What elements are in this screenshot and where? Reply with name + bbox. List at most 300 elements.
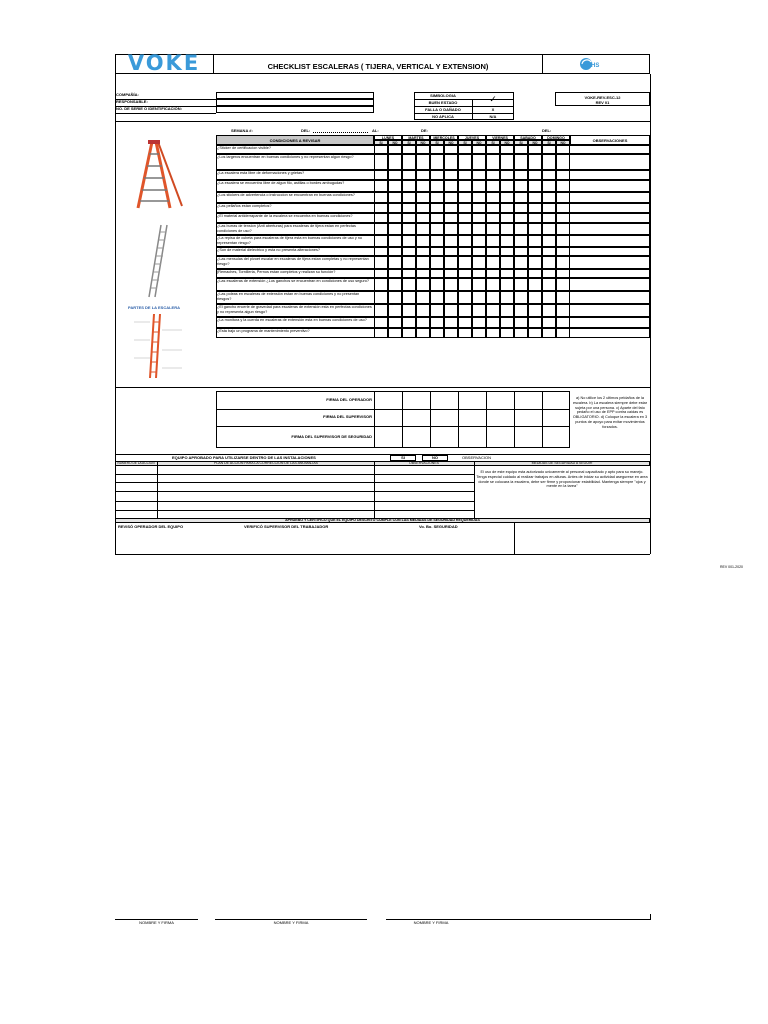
day-header-miercoles: MIERCOLES: [430, 135, 458, 140]
approval-label: EQUIPO APROBADO PARA UTILIZARSE DENTRO DE LAS INSTALACIONES: [172, 455, 316, 460]
check-cell[interactable]: [458, 145, 472, 154]
check-cell[interactable]: [556, 203, 570, 213]
check-cell[interactable]: [486, 235, 500, 247]
check-cell[interactable]: [430, 278, 444, 291]
check-cell[interactable]: [556, 192, 570, 203]
check-cell[interactable]: [430, 291, 444, 304]
check-cell[interactable]: [556, 213, 570, 223]
verified-label: VERIFICÓ SUPERVISOR DEL TRABAJADOR: [244, 524, 329, 529]
check-cell[interactable]: [444, 154, 458, 170]
check-cell[interactable]: [402, 235, 416, 247]
check-cell[interactable]: [430, 180, 444, 192]
check-cell[interactable]: [430, 223, 444, 235]
check-cell[interactable]: [458, 328, 472, 338]
check-cell[interactable]: [430, 304, 444, 317]
check-cell[interactable]: [542, 235, 556, 247]
check-cell[interactable]: [374, 278, 388, 291]
check-cell[interactable]: [472, 328, 486, 338]
check-cell[interactable]: [528, 291, 542, 304]
check-cell[interactable]: [402, 328, 416, 338]
condition-text: ¿El gancho encerle de gravedad para escaleras de extensión esta en perfectas condiciones y no representa algun riesgo?: [217, 305, 372, 314]
check-cell[interactable]: [388, 291, 402, 304]
check-cell[interactable]: [416, 180, 430, 192]
check-cell[interactable]: [388, 328, 402, 338]
check-cell[interactable]: [556, 235, 570, 247]
check-cell[interactable]: [472, 269, 486, 278]
check-cell[interactable]: [416, 170, 430, 180]
check-cell[interactable]: [388, 145, 402, 154]
check-cell[interactable]: [486, 247, 500, 256]
check-cell[interactable]: [514, 269, 528, 278]
check-cell[interactable]: [500, 278, 514, 291]
check-cell[interactable]: [430, 256, 444, 269]
check-cell[interactable]: [472, 180, 486, 192]
check-cell[interactable]: [500, 235, 514, 247]
check-cell[interactable]: [458, 304, 472, 317]
check-cell[interactable]: [528, 213, 542, 223]
check-cell[interactable]: [542, 247, 556, 256]
check-cell[interactable]: [430, 328, 444, 338]
check-cell[interactable]: [402, 317, 416, 328]
check-cell[interactable]: [486, 304, 500, 317]
check-cell[interactable]: [444, 304, 458, 317]
check-cell[interactable]: [472, 235, 486, 247]
check-cell[interactable]: [458, 192, 472, 203]
check-cell[interactable]: [528, 328, 542, 338]
ehs-logo: [578, 57, 604, 71]
check-cell[interactable]: [416, 256, 430, 269]
check-cell[interactable]: [458, 213, 472, 223]
check-cell[interactable]: [542, 154, 556, 170]
responsible-field[interactable]: [216, 99, 374, 106]
check-cell[interactable]: [444, 247, 458, 256]
check-cell[interactable]: [402, 269, 416, 278]
parts-diagram: [128, 305, 190, 381]
check-cell[interactable]: [416, 213, 430, 223]
check-cell[interactable]: [556, 170, 570, 180]
check-cell[interactable]: [388, 256, 402, 269]
check-cell[interactable]: [388, 154, 402, 170]
check-cell[interactable]: [416, 291, 430, 304]
reviewed-label: REVISÓ OPERADOR DEL EQUIPO: [118, 524, 184, 529]
check-cell[interactable]: [528, 203, 542, 213]
company-field[interactable]: [216, 92, 374, 99]
week-label: SEMANA #:: [231, 128, 253, 133]
check-cell[interactable]: [444, 223, 458, 235]
check-cell[interactable]: [388, 247, 402, 256]
check-cell[interactable]: [374, 170, 388, 180]
check-cell[interactable]: [402, 180, 416, 192]
check-cell[interactable]: [374, 203, 388, 213]
check-cell[interactable]: [472, 213, 486, 223]
check-cell[interactable]: [444, 291, 458, 304]
day-si-header: SI: [402, 140, 416, 145]
check-cell[interactable]: [514, 256, 528, 269]
check-cell[interactable]: [388, 203, 402, 213]
day-si-header: SI: [458, 140, 472, 145]
check-cell[interactable]: [374, 317, 388, 328]
check-cell[interactable]: [458, 223, 472, 235]
check-cell[interactable]: [444, 170, 458, 180]
check-cell[interactable]: [542, 170, 556, 180]
check-cell[interactable]: [528, 278, 542, 291]
check-cell[interactable]: [374, 291, 388, 304]
check-cell[interactable]: [416, 304, 430, 317]
check-cell[interactable]: [556, 317, 570, 328]
check-cell[interactable]: [514, 170, 528, 180]
check-cell[interactable]: [542, 278, 556, 291]
check-cell[interactable]: [374, 328, 388, 338]
check-cell[interactable]: [458, 269, 472, 278]
check-cell[interactable]: [444, 213, 458, 223]
col-safety-measures: MEDIDAS DE SEGURIDAD A SEGUIR: [531, 461, 593, 465]
check-cell[interactable]: [486, 180, 500, 192]
check-cell[interactable]: [430, 192, 444, 203]
check-cell[interactable]: [374, 192, 388, 203]
check-cell[interactable]: [416, 235, 430, 247]
legend-good: BUEN ESTADO: [428, 100, 458, 105]
supervisor-signature-label: FIRMA DEL SUPERVISOR: [323, 414, 372, 419]
condition-text: ¿Las mensulas del pivoet escalar en escaleras de tijera estan completas y no representan riesgo?: [217, 257, 369, 266]
week-al-label: AL:: [372, 128, 379, 133]
check-cell[interactable]: [514, 203, 528, 213]
check-cell[interactable]: [528, 154, 542, 170]
check-cell[interactable]: [528, 269, 542, 278]
observations-header-text: OBSERVACIONES: [592, 138, 628, 143]
check-cell[interactable]: [444, 235, 458, 247]
check-cell[interactable]: [542, 291, 556, 304]
check-cell[interactable]: [402, 203, 416, 213]
check-cell[interactable]: [472, 223, 486, 235]
check-cell[interactable]: [486, 145, 500, 154]
check-cell[interactable]: [388, 192, 402, 203]
check-cell[interactable]: [514, 154, 528, 170]
check-cell[interactable]: [514, 328, 528, 338]
check-cell[interactable]: [388, 180, 402, 192]
check-cell[interactable]: [430, 145, 444, 154]
company-label: COMPAÑÍA:: [116, 92, 139, 97]
day-no-header: NO: [388, 140, 402, 145]
check-cell[interactable]: [556, 223, 570, 235]
check-cell[interactable]: [542, 203, 556, 213]
check-cell[interactable]: [486, 213, 500, 223]
check-cell[interactable]: [556, 256, 570, 269]
check-cell[interactable]: [556, 180, 570, 192]
check-cell[interactable]: [528, 247, 542, 256]
check-cell[interactable]: [514, 145, 528, 154]
day-no-header: NO: [444, 140, 458, 145]
check-cell[interactable]: [388, 213, 402, 223]
check-cell[interactable]: [388, 170, 402, 180]
check-cell[interactable]: [514, 247, 528, 256]
check-cell[interactable]: [514, 192, 528, 203]
check-cell[interactable]: [430, 154, 444, 170]
check-cell[interactable]: [528, 317, 542, 328]
check-cell[interactable]: [374, 145, 388, 154]
check-cell[interactable]: [542, 223, 556, 235]
condition-text: ¿La escalera se encuentra libre de algun filo, astillas o bordes ambugudas?: [217, 181, 345, 185]
condition-text: ¿Las escaleras de extensión ¿Los ganchos se encuentran en condiciones de uso seguro?: [217, 279, 369, 283]
check-cell[interactable]: [500, 304, 514, 317]
check-cell[interactable]: [542, 213, 556, 223]
check-cell[interactable]: [402, 154, 416, 170]
check-cell[interactable]: [556, 269, 570, 278]
check-cell[interactable]: [416, 145, 430, 154]
check-cell[interactable]: [542, 192, 556, 203]
doc-rev: REV 01: [595, 100, 610, 105]
check-cell[interactable]: [528, 304, 542, 317]
check-cell[interactable]: [444, 203, 458, 213]
check-cell[interactable]: [430, 317, 444, 328]
check-cell[interactable]: [486, 317, 500, 328]
check-cell[interactable]: [444, 317, 458, 328]
check-cell[interactable]: [458, 154, 472, 170]
check-cell[interactable]: [542, 304, 556, 317]
check-cell[interactable]: [486, 192, 500, 203]
check-cell[interactable]: [542, 317, 556, 328]
check-cell[interactable]: [542, 256, 556, 269]
col-action-number: NUMERO DE LA ACCION: [117, 461, 155, 465]
day-header-martes: MARTES: [402, 135, 430, 140]
check-cell[interactable]: [514, 180, 528, 192]
legend-fail-symbol: X: [491, 107, 495, 112]
check-cell[interactable]: [486, 256, 500, 269]
check-cell[interactable]: [430, 235, 444, 247]
check-cell[interactable]: [542, 180, 556, 192]
check-cell[interactable]: [556, 145, 570, 154]
check-cell[interactable]: [472, 247, 486, 256]
condition-text: ¿Los largeros encuentran en buenas condiciones y no representan algun riesgo?: [217, 155, 354, 159]
check-cell[interactable]: [500, 170, 514, 180]
check-cell[interactable]: [374, 235, 388, 247]
check-cell[interactable]: [458, 291, 472, 304]
check-cell[interactable]: [458, 278, 472, 291]
check-cell[interactable]: [416, 247, 430, 256]
check-cell[interactable]: [402, 170, 416, 180]
day-no-header: NO: [528, 140, 542, 145]
check-cell[interactable]: [472, 192, 486, 203]
check-cell[interactable]: [528, 180, 542, 192]
check-cell[interactable]: [430, 269, 444, 278]
straight-ladder-image: [146, 224, 170, 298]
check-cell[interactable]: [500, 256, 514, 269]
check-cell[interactable]: [388, 269, 402, 278]
check-cell[interactable]: [416, 192, 430, 203]
check-cell[interactable]: [374, 213, 388, 223]
check-cell[interactable]: [556, 291, 570, 304]
check-cell[interactable]: [458, 247, 472, 256]
day-header-sabado: SABADO: [514, 135, 542, 140]
check-cell[interactable]: [500, 145, 514, 154]
condition-text: ¿Las poleas en escaleras de extensión estan en buenas condiciones y no presentan riesgos?: [217, 292, 360, 301]
check-cell[interactable]: [374, 247, 388, 256]
check-cell[interactable]: [542, 269, 556, 278]
check-cell[interactable]: [472, 170, 486, 180]
check-cell[interactable]: [416, 269, 430, 278]
check-cell[interactable]: [514, 304, 528, 317]
check-cell[interactable]: [402, 291, 416, 304]
check-cell[interactable]: [472, 256, 486, 269]
day-header-lunes: LUNES: [374, 135, 402, 140]
check-cell[interactable]: [500, 247, 514, 256]
legend-na-symbol: N/A: [489, 114, 497, 119]
check-cell[interactable]: [486, 328, 500, 338]
check-cell[interactable]: [458, 203, 472, 213]
day-si-header: SI: [486, 140, 500, 145]
safety-measures-text: El uso de este equipo esta autorizado unicamente al personal capacitado y apto para su manejo. Tenga especial cuidado al realizar trabajos en alturas. Antes de iniciar su actividad asegurese en area donde se colocara la escalera, debe ser firme y proporcionar estabilidad. Mantenga siempre "ojos y mente en la tarea": [476, 470, 648, 489]
day-si-header: SI: [430, 140, 444, 145]
check-cell[interactable]: [528, 145, 542, 154]
check-cell[interactable]: [388, 235, 402, 247]
check-cell[interactable]: [500, 328, 514, 338]
day-no-header: NO: [472, 140, 486, 145]
check-cell[interactable]: [472, 154, 486, 170]
check-cell[interactable]: [444, 192, 458, 203]
check-cell[interactable]: [528, 223, 542, 235]
check-cell[interactable]: [500, 269, 514, 278]
check-cell[interactable]: [416, 328, 430, 338]
check-cell[interactable]: [472, 304, 486, 317]
check-cell[interactable]: [374, 256, 388, 269]
check-cell[interactable]: [486, 203, 500, 213]
vobo-label: Vo. Bo. SEGURIDAD: [419, 524, 458, 529]
check-cell[interactable]: [402, 278, 416, 291]
check-cell[interactable]: [374, 154, 388, 170]
check-cell[interactable]: [514, 291, 528, 304]
check-cell[interactable]: [402, 192, 416, 203]
check-cell[interactable]: [444, 145, 458, 154]
check-cell[interactable]: [514, 278, 528, 291]
sign-line-1: NOMBRE Y FIRMA: [139, 920, 174, 925]
check-cell[interactable]: [500, 203, 514, 213]
sign-line-3: NOMBRE Y FIRMA: [413, 920, 449, 925]
check-cell[interactable]: [500, 291, 514, 304]
check-cell[interactable]: [472, 203, 486, 213]
check-cell[interactable]: [472, 145, 486, 154]
col-action-plan: PLAN DE ACCION PARA LA CORRECCION DE LAS ANOMALIAS: [214, 461, 318, 465]
legend-na: NO APLICA: [432, 114, 454, 119]
condition-text: (Remaches, Tornilleria, Pernos estan completos y realizan su función?: [217, 270, 336, 274]
check-cell[interactable]: [458, 180, 472, 192]
check-cell[interactable]: [416, 317, 430, 328]
check-cell[interactable]: [486, 278, 500, 291]
check-cell[interactable]: [416, 278, 430, 291]
check-cell[interactable]: [542, 145, 556, 154]
check-cell[interactable]: [416, 223, 430, 235]
check-cell[interactable]: [528, 235, 542, 247]
check-cell[interactable]: [472, 291, 486, 304]
check-cell[interactable]: [374, 304, 388, 317]
check-cell[interactable]: [444, 256, 458, 269]
check-cell[interactable]: [402, 256, 416, 269]
condition-text: ¿Las pellaños estan completos?: [217, 204, 272, 208]
check-cell[interactable]: [402, 223, 416, 235]
parts-diagram-title: PARTES DE LA ESCALERA: [128, 305, 181, 310]
check-cell[interactable]: [556, 328, 570, 338]
check-cell[interactable]: [500, 154, 514, 170]
check-cell[interactable]: [556, 154, 570, 170]
check-cell[interactable]: [528, 192, 542, 203]
check-cell[interactable]: [402, 247, 416, 256]
check-cell[interactable]: [500, 223, 514, 235]
check-cell[interactable]: [388, 317, 402, 328]
check-cell[interactable]: [458, 170, 472, 180]
side-notes: a) No utilice los 2 ultimos peldaños de la escalera. b) La escalera siempre debe estar sujeta por una persona. c) Aparte del fato pedaño el uso de EPP contra caidas es OBLIGATORIO. d) Coloque la escalera en 3 puntos de apoyo para evitar movimientos forzados.: [572, 396, 648, 429]
check-cell[interactable]: [374, 223, 388, 235]
check-cell[interactable]: [402, 145, 416, 154]
check-cell[interactable]: [472, 317, 486, 328]
check-cell[interactable]: [444, 328, 458, 338]
a-frame-ladder-image: [134, 140, 186, 210]
check-cell[interactable]: [444, 269, 458, 278]
check-cell[interactable]: [486, 223, 500, 235]
certify-text: APRUEBO Y CERTIFICO QUE EL EQUIPO DESCRITO CUMPLE CON LAS MEDIDAS DE SEGURIDAD REQUERIDAS: [285, 518, 480, 522]
approval-no-text: NO: [432, 455, 438, 460]
check-cell[interactable]: [486, 154, 500, 170]
check-cell[interactable]: [458, 317, 472, 328]
check-cell[interactable]: [486, 269, 500, 278]
check-cell[interactable]: [486, 291, 500, 304]
ehs-logo-text: EHS: [587, 63, 600, 69]
check-cell[interactable]: [528, 256, 542, 269]
condition-text: ¿Las burras de tension (Anti aberturas) para escaleras de tijera estan en perfectas condiciones de uso?: [217, 224, 356, 233]
check-cell[interactable]: [416, 203, 430, 213]
check-cell[interactable]: [458, 256, 472, 269]
serial-field[interactable]: [216, 106, 374, 113]
check-cell[interactable]: [514, 317, 528, 328]
check-cell[interactable]: [556, 247, 570, 256]
check-cell[interactable]: [556, 278, 570, 291]
check-cell[interactable]: [416, 154, 430, 170]
check-cell[interactable]: [500, 180, 514, 192]
check-cell[interactable]: [430, 213, 444, 223]
check-cell[interactable]: [458, 235, 472, 247]
condition-text: ¿La escalera esta libre de deformaciones y grietas?: [217, 171, 305, 175]
check-cell[interactable]: [402, 304, 416, 317]
check-cell[interactable]: [514, 235, 528, 247]
check-cell[interactable]: [402, 213, 416, 223]
checkmark-icon: ✓: [489, 94, 497, 104]
check-cell[interactable]: [430, 247, 444, 256]
operator-signature-label: FIRMA DEL OPERADOR: [326, 397, 372, 402]
check-cell[interactable]: [388, 278, 402, 291]
check-cell[interactable]: [444, 278, 458, 291]
check-cell[interactable]: [514, 213, 528, 223]
check-cell[interactable]: [528, 170, 542, 180]
check-cell[interactable]: [388, 304, 402, 317]
col-observations: OBSERVACIONES: [408, 461, 440, 465]
serial-label: NO. DE SERIE O IDENTIFICACIÓN:: [116, 106, 183, 111]
check-cell[interactable]: [542, 328, 556, 338]
week-del-label: DEL:: [301, 128, 311, 133]
check-cell[interactable]: [514, 223, 528, 235]
conditions-header-text: CONDICIONES A REVISAR: [269, 138, 321, 143]
check-cell[interactable]: [472, 278, 486, 291]
check-cell[interactable]: [388, 223, 402, 235]
day-header-domingo: DOMINGO: [542, 135, 570, 140]
check-cell[interactable]: [444, 180, 458, 192]
check-cell[interactable]: [430, 203, 444, 213]
check-cell[interactable]: [374, 269, 388, 278]
sign-line-2: NOMBRE Y FIRMA: [273, 920, 309, 925]
check-cell[interactable]: [500, 213, 514, 223]
check-cell[interactable]: [430, 170, 444, 180]
check-cell[interactable]: [500, 317, 514, 328]
check-cell[interactable]: [556, 304, 570, 317]
check-cell[interactable]: [500, 192, 514, 203]
check-cell[interactable]: [486, 170, 500, 180]
check-cell[interactable]: [374, 180, 388, 192]
